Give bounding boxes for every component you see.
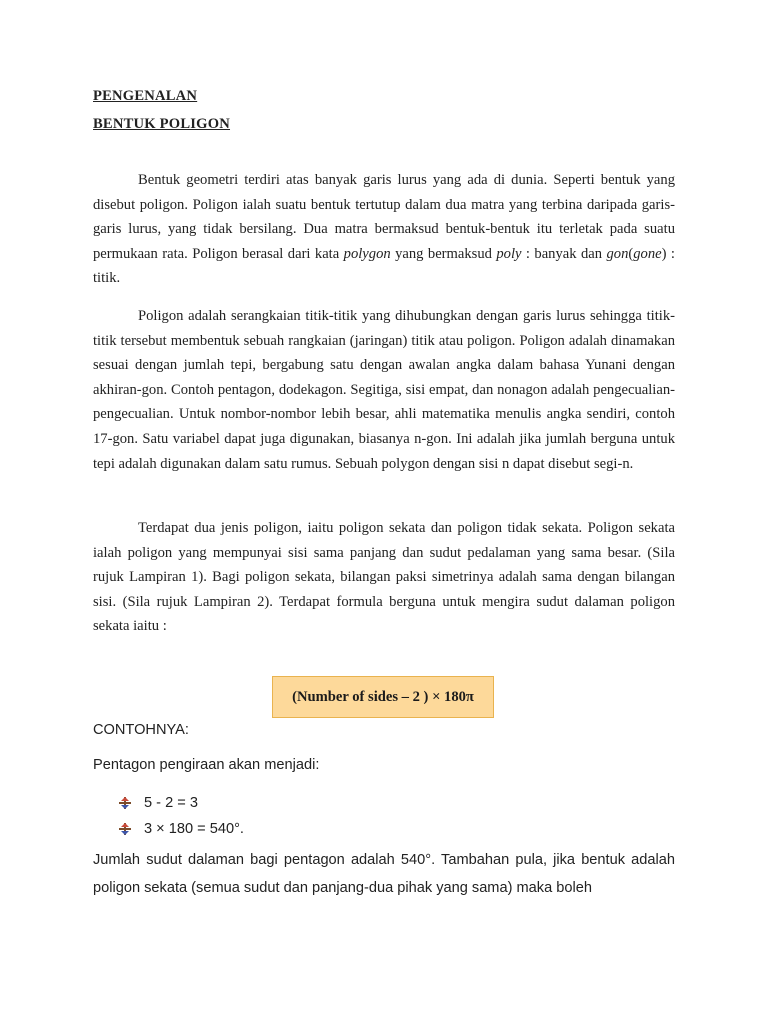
paragraph-poligon-definition [93, 304, 675, 476]
term-poly: poly [496, 245, 522, 262]
term-gone: gone [633, 245, 662, 262]
paragraph-intro-text-b: yang bermaksud [390, 245, 497, 262]
list-item [118, 790, 244, 816]
arrow-bullet-icon [118, 822, 132, 836]
calculation-steps [118, 790, 244, 842]
paragraph-intro-text-c: : banyak dan [521, 245, 607, 262]
paragraph-poligon-definition-text: Poligon adalah serangkaian titik-titik yang dihubungkan dengan garis lurus sehingga titik-titik tersebut membentuk sebuah rangkaian (jaringan) titik atau poligon. Poligon adalah dinamakan sesuai dengan jumlah tepi, bergabung satu dengan awalan angka dalam bahasa Yunani dengan akhiran-gon. Contoh pentagon, dodekagon. Segitiga, sisi empat, dan nonagon adalah pengecualian-pengecualian. Untuk nombor-nombor lebih besar, ahli matematika menulis angka sendiri, contoh 17-gon. Satu variabel dapat juga digunakan, biasanya n-gon. Ini adalah jika jumlah berguna untuk tepi adalah digunakan dalam satu rumus. Sebuah polygon dengan sisi n dapat disebut segi-n. [93, 308, 675, 472]
paragraph-intro-text-a: Bentuk geometri terdiri atas banyak garis lurus yang ada di dunia. Seperti bentuk yang disebut poligon. Poligon ialah suatu bentuk tertutup dalam dua matra yang terbina daripada garis-garis lurus, yang tidak bersilang. Dua matra bermaksud bentuk-bentuk itu terletak pada suatu permukaan rata. Poligon berasal dari kata [93, 172, 675, 262]
paragraph-intro [93, 168, 675, 291]
step-text: 5 - 2 = 3 [144, 795, 198, 811]
paragraph-poligon-types-text: Terdapat dua jenis poligon, iaitu poligon sekata dan poligon tidak sekata. Poligon sekata ialah poligon yang mempunyai sisi sama panjang dan sudut pedalaman yang sama besar. (Sila rujuk Lampiran 1). Bagi poligon sekata, bilangan paksi simetrinya adalah sama dengan bilangan sisi. (Sila rujuk Lampiran 2). Terdapat formula berguna untuk mengira sudut dalaman poligon sekata iaitu : [93, 520, 675, 635]
heading-bentuk-poligon: BENTUK POLIGON [93, 116, 231, 132]
paragraph-intro-text-d: ( [628, 245, 634, 262]
list-item [118, 816, 244, 842]
paragraph-poligon-types [93, 516, 675, 639]
formula-box [272, 676, 494, 718]
paragraph-intro-text-e: ) : titik. [93, 245, 675, 287]
example-intro: Pentagon pengiraan akan menjadi: [93, 757, 320, 773]
arrow-bullet-icon [118, 796, 132, 810]
paragraph-conclusion: Jumlah sudut dalaman bagi pentagon adalah 540°. Tambahan pula, jika bentuk adalah poligon sekata (semua sudut dan panjang-dua pihak yang sama) maka boleh [93, 852, 675, 896]
example-label: CONTOHNYA: [93, 722, 189, 738]
formula-text: (Number of sides – 2 ) × 180π [292, 688, 474, 705]
term-polygon: polygon [343, 245, 391, 262]
heading-pengenalan: PENGENALAN [93, 88, 198, 104]
step-text: 3 × 180 = 540°. [144, 821, 244, 837]
term-gon: gon [606, 245, 629, 262]
